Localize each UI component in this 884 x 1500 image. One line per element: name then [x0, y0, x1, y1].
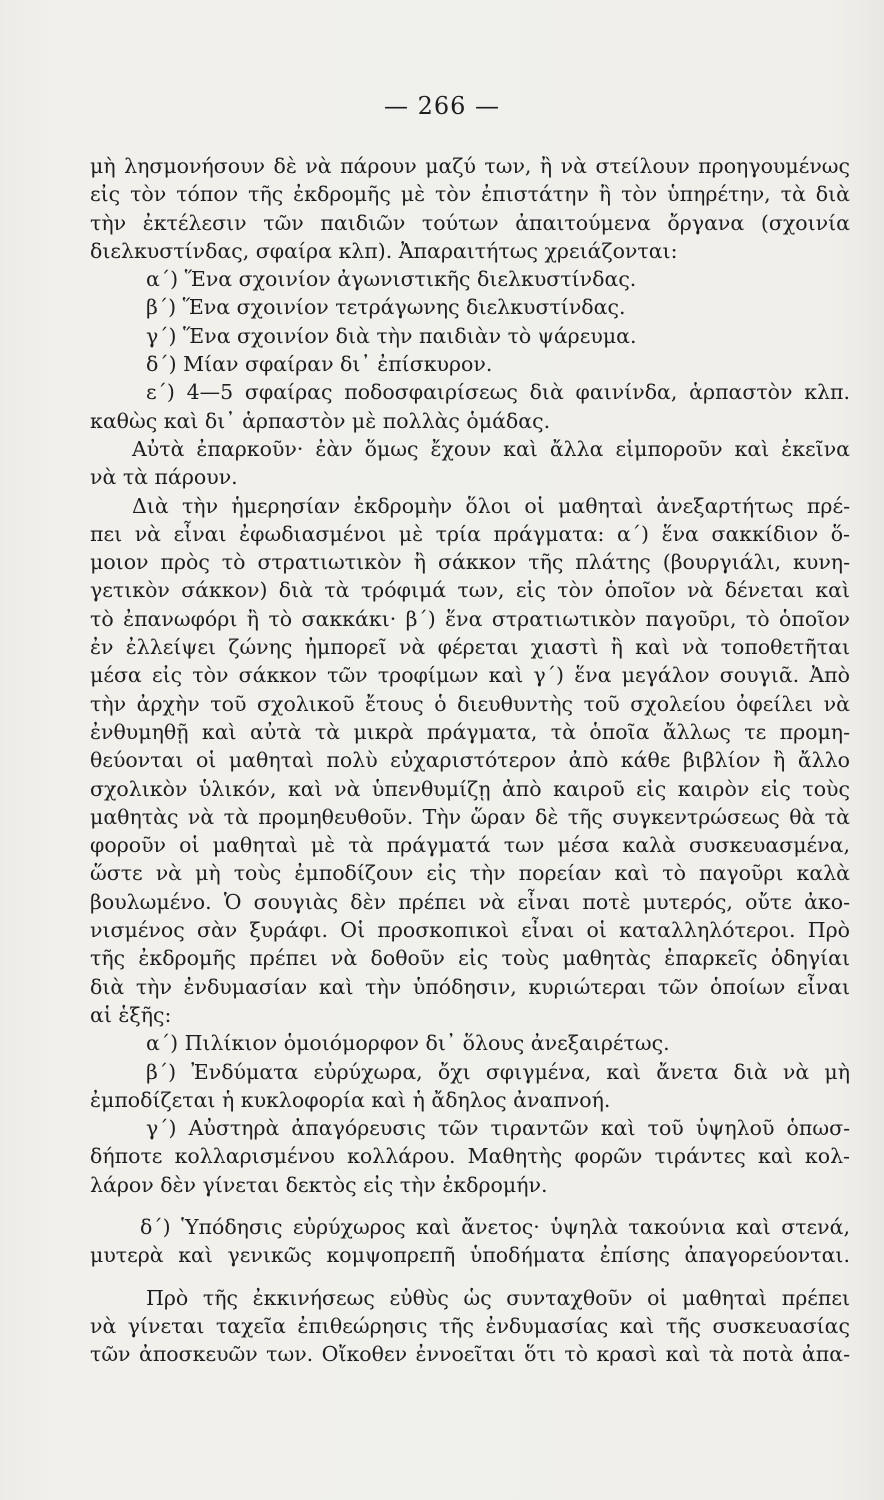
- text-line: νισμένος σὰν ξυράφι. Οἱ προσκοπικοὶ εἶναι οἱ καταλληλότεροι. Πρὸ: [90, 918, 850, 943]
- text-line: εἰς τὸν τόπον τῆς ἐκδρομῆς μὲ τὸν ἐπιστάτην ἢ τὸν ὑπηρέτην, τὰ διὰ: [90, 182, 850, 207]
- text-line: διὰ τὴν ἐνδυμασίαν καὶ τὴν ὑπόδησιν, κυριώτεραι τῶν ὁποίων εἶναι: [90, 974, 850, 999]
- page-number: — 266 —: [383, 92, 501, 120]
- text-line: μυτερὰ καὶ γενικῶς κομψοπρεπῆ ὑποδήματα ἐπίσης ἀπαγορεύονται.: [90, 1243, 850, 1268]
- text-line: δ΄) Ὑπόδησις εὐρύχωρος καὶ ἄνετος· ὑψηλὰ τακούνια καὶ στενά,: [140, 1214, 850, 1239]
- text-line: Διὰ τὴν ἡμερησίαν ἐκδρομὴν ὅλοι οἱ μαθηταὶ ἀνεξαρτήτως πρέ-: [132, 493, 850, 518]
- body-text: [90, 152, 850, 1368]
- text-line: τὸ ἐπανωφόρι ἢ τὸ σακκάκι· β΄) ἕνα στρατιωτικὸν παγοῦρι, τὸ ὁποῖον: [90, 606, 850, 631]
- text-line: τὴν ἐκτέλεσιν τῶν παιδιῶν τούτων ἀπαιτούμενα ὄργανα (σχοινία: [90, 210, 850, 235]
- text-line: νὰ γίνεται ταχεῖα ἐπιθεώρησις τῆς ἐνδυμασίας καὶ τῆς συσκευασίας: [90, 1313, 850, 1338]
- text-line: νὰ τὰ πάρουν.: [90, 465, 238, 490]
- text-line: γ΄) Αὐστηρὰ ἀπαγόρευσις τῶν τιραντῶν καὶ τοῦ ὑψηλοῦ ὁπωσ-: [146, 1116, 850, 1141]
- text-line: μὴ λησμονήσουν δὲ νὰ πάρουν μαζύ των, ἢ νὰ στείλουν προηγουμένως: [90, 154, 850, 178]
- text-line: μέσα εἰς τὸν σάκκον τῶν τροφίμων καὶ γ΄) ἕνα μεγάλον σουγιᾶ. Ἀπὸ: [90, 663, 850, 688]
- text-line: αἱ ἑξῆς:: [90, 1002, 172, 1027]
- text-line: β΄) Ἐνδύματα εὐρύχωρα, ὄχι σφιγμένα, καὶ ἄνετα διὰ νὰ μὴ: [146, 1059, 850, 1084]
- text-line: Πρὸ τῆς ἐκκινήσεως εὐθὺς ὡς συνταχθοῦν οἱ μαθηταὶ πρέπει: [146, 1285, 850, 1310]
- text-line: β΄) Ἕνα σχοινίον τετράγωνης διελκυστίνδας.: [146, 295, 626, 320]
- text-line: τῶν ἀποσκευῶν των. Οἴκοθεν ἐννοεῖται ὅτι τὸ κρασὶ καὶ τὰ ποτὰ ἀπα-: [90, 1342, 850, 1367]
- paragraph-gap: [90, 1199, 850, 1213]
- text-line: Αὐτὰ ἐπαρκοῦν· ἐὰν ὅμως ἔχουν καὶ ἄλλα εἰμποροῦν καὶ ἐκεῖνα: [132, 436, 850, 461]
- text-line: βουλωμένο. Ὁ σουγιὰς δὲν πρέπει νὰ εἶναι ποτὲ μυτερός, οὔτε ἀκο-: [90, 889, 850, 914]
- text-line: διελκυστίνδας, σφαίρα κλπ). Ἀπαραιτήτως χρειάζονται:: [90, 238, 678, 263]
- text-line: πει νὰ εἶναι ἐφωδιασμένοι μὲ τρία πράγματα: α΄) ἕνα σακκίδιον ὅ-: [90, 521, 850, 546]
- paragraph-gap: [90, 1270, 850, 1284]
- text-line: γ΄) Ἕνα σχοινίον διὰ τὴν παιδιὰν τὸ ψάρευμα.: [146, 323, 637, 348]
- text-line: ε΄) 4—5 σφαίρας ποδοσφαιρίσεως διὰ φαινίνδα, ἁρπαστὸν κλπ.: [146, 380, 850, 405]
- text-line: φοροῦν οἱ μαθηταὶ μὲ τὰ πράγματά των μέσα καλὰ συσκευασμένα,: [90, 833, 850, 858]
- text-line: θεύονται οἱ μαθηταὶ πολὺ εὐχαριστότερον ἀπὸ κάθε βιβλίον ἢ ἄλλο: [90, 748, 850, 773]
- text-line: δήποτε κολλαρισμένου κολλάρου. Μαθητὴς φορῶν τιράντες καὶ κολ-: [90, 1144, 850, 1169]
- text-line: λάρον δὲν γίνεται δεκτὸς εἰς τὴν ἐκδρομήν.: [90, 1172, 548, 1197]
- text-line: μοιον πρὸς τὸ στρατιωτικὸν ἢ σάκκον τῆς πλάτης (βουργιάλι, κυνη-: [90, 550, 850, 575]
- text-line: α΄) Πιλίκιον ὁμοιόμορφον δι᾽ ὅλους ἀνεξαιρέτως.: [146, 1031, 670, 1056]
- text-line: ὥστε νὰ μὴ τοὺς ἐμποδίζουν εἰς τὴν πορείαν καὶ τὸ παγοῦρι καλὰ: [90, 861, 850, 886]
- text-line: τῆς ἐκδρομῆς πρέπει νὰ δοθοῦν εἰς τοὺς μαθητὰς ἐπαρκεῖς ὁδηγίαι: [90, 946, 850, 971]
- text-line: ἐνθυμηθῇ καὶ αὐτὰ τὰ μικρὰ πράγματα, τὰ ὁποῖα ἄλλως τε προμη-: [90, 719, 850, 744]
- text-line: καθὼς καὶ δι᾽ ἁρπαστὸν μὲ πολλὰς ὁμάδας.: [90, 408, 551, 433]
- text-line: γετικὸν σάκκον) διὰ τὰ τρόφιμά των, εἰς τὸν ὁποῖον νὰ δένεται καὶ: [90, 578, 850, 603]
- text-line: α΄) Ἕνα σχοινίον ἀγωνιστικῆς διελκυστίνδας.: [146, 267, 637, 292]
- text-line: μαθητὰς νὰ τὰ προμηθευθοῦν. Τὴν ὥραν δὲ τῆς συγκεντρώσεως θὰ τὰ: [90, 804, 850, 829]
- text-line: δ΄) Μίαν σφαίραν δι᾽ ἐπίσκυρον.: [146, 352, 493, 377]
- text-line: ἐν ἐλλείψει ζώνης ἠμπορεῖ νὰ φέρεται χιαστὶ ἢ καὶ νὰ τοποθετῆται: [90, 635, 850, 660]
- text-line: τὴν ἀρχὴν τοῦ σχολικοῦ ἔτους ὁ διευθυντὴς τοῦ σχολείου ὀφείλει νὰ: [90, 691, 850, 716]
- text-line: σχολικὸν ὑλικόν, καὶ νὰ ὑπενθυμίζῃ ἀπὸ καιροῦ εἰς καιρὸν εἰς τοὺς: [90, 776, 850, 801]
- text-line: ἐμποδίζεται ἡ κυκλοφορία καὶ ἡ ἄδηλος ἀναπνοή.: [90, 1087, 611, 1112]
